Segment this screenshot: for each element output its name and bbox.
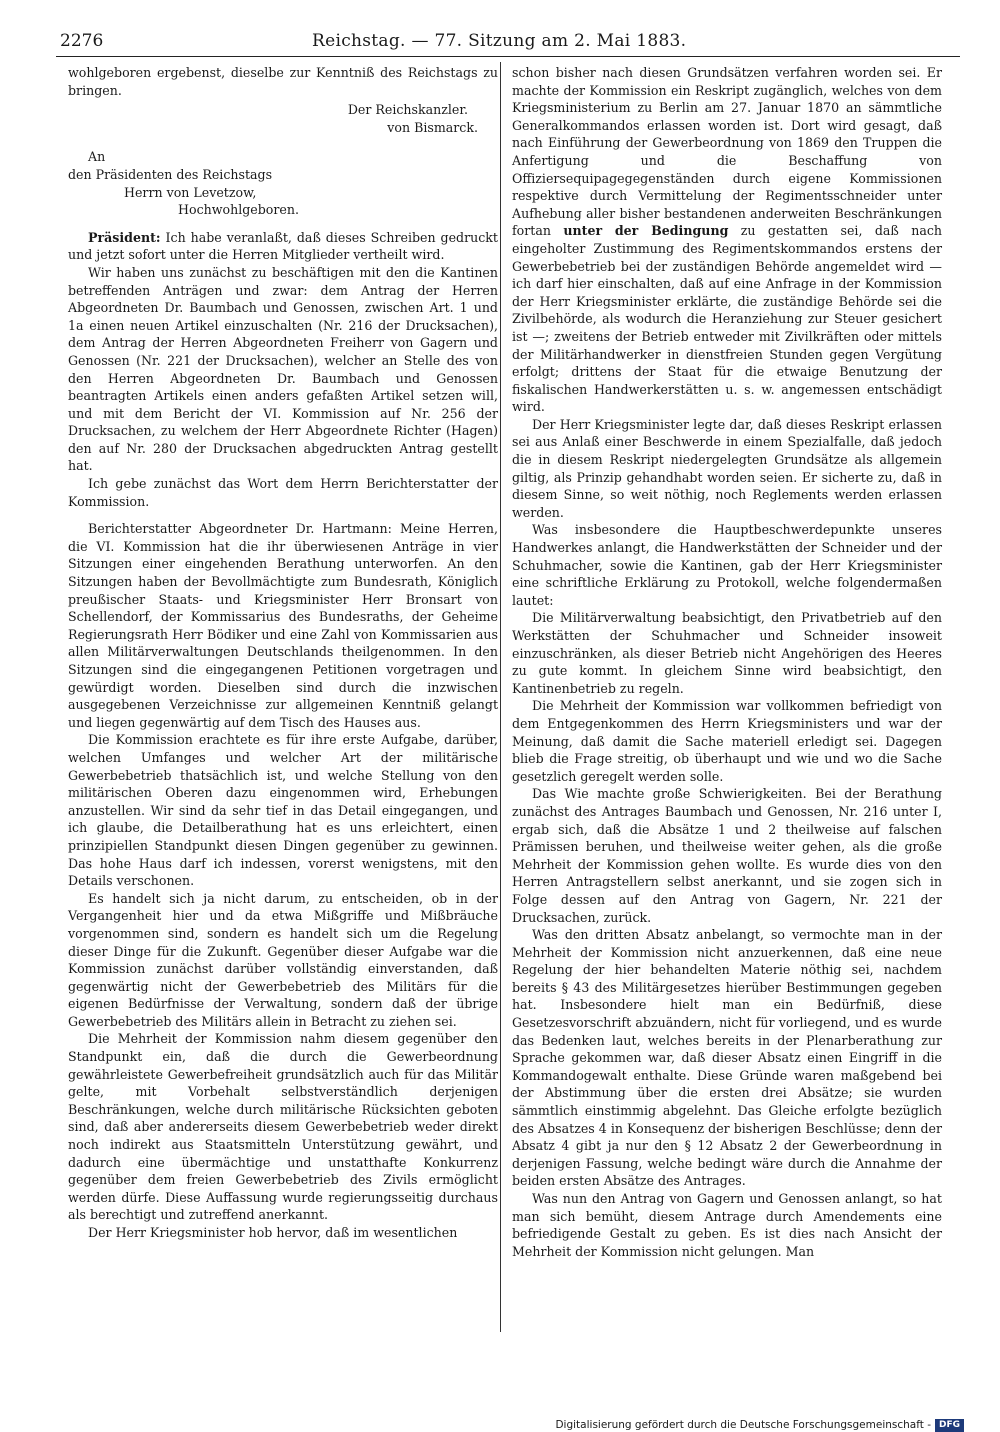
letter-address xyxy=(68,148,498,218)
paragraph-zukunft: Es handelt sich ja nicht darum, zu entscheiden, ob in der Vergangenheit hier und da etwa Mißgriffe und Mißbräuche vorgenommen sind, sondern es handelt sich um die Regelung dieser Dinge für die Zukunft. Gegenüber dieser Aufgabe war die Kommission zunächst darüber vollständig einverstanden, daß gegenwärtig nicht der Gewerbebetrieb des Militärs für die eigenen Bedürfnisse der Verwaltung, sondern daß der übrige Gewerbebetrieb des Militärs allein in Betracht zu ziehen sei. xyxy=(68,890,498,1029)
paragraph-continued xyxy=(512,64,942,416)
signature-name: von Bismarck. xyxy=(387,119,478,135)
quoted-declaration: Die Militärverwaltung beabsichtigt, den Privatbetrieb auf den Werkstätten der Schuhmacher und Schneider insoweit einzuschränken, als dieser Betrieb nicht Angehörigen des Heeres zu gute kommt. In gleichem Sinne wird beabsichtigt, den Kantinenbetrieb zu regeln. xyxy=(512,610,942,696)
signature-role: Der Reichskanzler. xyxy=(347,102,468,118)
speaker-president: Präsident: xyxy=(88,229,161,245)
continued-text-rest: zu gestatten sei, daß nach eingeholter Zustimmung des Regimentskommandos erstens der Gewerbebetrieb bei der zuständigen Behörde angemeldet wird — ich darf hier einschalten, daß auf eine Anfrage in der Kommission der Herr Kriegsminister erklärte, die zuständige Behörde sei die Zivilbehörde, als wodurch die Heranziehung zur Steuer gesichert ist —; zweitens der Betrieb entweder mit Zivilkräften oder mittels der Militärhandwerker in dienstfreien Stunden gegen Vergütung erfolgt; drittens der Staat für die etwaige Benutzung der fiskalischen Handwerkerstätten u. s. w. angemessen entschädigt wird. xyxy=(512,223,942,415)
speaker-reporter: Berichterstatter Abgeordneter Dr. Hartmann: xyxy=(88,521,392,537)
address-line: Herrn von Levetzow, xyxy=(124,184,257,200)
running-title: Reichstag. — 77. Sitzung am 2. Mai 1883. xyxy=(312,31,687,51)
right-column xyxy=(512,64,942,1260)
paragraph-mehrheit: Die Mehrheit der Kommission nahm diesem gegenüber den Standpunkt ein, daß die durch die Gewerbeordnung gewährleistete Gewerbefreiheit grundsätzlich auch für das Militär gelte, mit Vorbehalt selbstverständlich derjenigen Beschränkungen, welche durch militärische Rücksichten geboten sind, daß aber andererseits diesem Gewerbebetrieb weder direkt noch indirekt aus Staatsmitteln Unterstützung gewährt, und dadurch eine übermächtige und unstatthafte Konkurrenz gegenüber dem freien Gewerbebetrieb des Zivils ermöglicht werden dürfe. Diese Auffassung wurde regierungsseitig durchaus als berechtigt und zutreffend anerkannt. xyxy=(68,1031,498,1223)
paragraph-befriedigt: Die Mehrheit der Kommission war vollkommen befriedigt von dem Entgegenkommen des Herrn Kriegsministers und war der Meinung, daß damit die Sache materiell erledigt sei. Dagegen blieb die Frage streitig, ob überhaupt und wie und wo die Sache gesetzlich geregelt werden solle. xyxy=(512,698,942,784)
dfg-logo: DFG xyxy=(935,1419,964,1432)
page-number: 2276 xyxy=(60,31,104,51)
emphasis-bedingung: unter der Bedingung xyxy=(563,223,729,239)
address-line: An xyxy=(88,149,106,165)
address-line: den Präsidenten des Reichstags xyxy=(68,166,273,182)
page-header xyxy=(52,30,952,52)
continued-text: schon bisher nach diesen Grundsätzen verfahren worden sei. Er machte der Kommission ein Reskript zugänglich, welches von dem Kriegsministerium zu Berlin am 27. Januar 1870 an sämmtliche Generalkommandos erlassen worden ist. Dort wird gesagt, daß nach Einführung der Gewerbeordnung von 1869 den Truppen die Anfertigung und die Beschaffung von Offiziersequipagegegenständen durch eigene Kommissionen respektive durch Vermittelung der Regimentsschneider unter Aufhebung aller bisher bestandenen anderweiten Beschränkungen fortan xyxy=(512,65,942,239)
paragraph-wie: Das Wie machte große Schwierigkeiten. Bei der Berathung zunächst des Antrages Baumbach und Genossen, Nr. 216 unter I, ergab sich, daß die Absätze 1 und 2 theilweise auf falschen Prämissen beruhen, und theilweise weiter gehen, als die große Mehrheit der Kommission gehen wollte. Es wurde dies von den Herren Antragstellern selbst anerkannt, und sie zogen sich in Folge dessen auf den Antrag von Gagern, Nr. 221 der Drucksachen, zurück. xyxy=(512,786,942,925)
president-text: Ich habe veranlaßt, daß dieses Schreiben gedruckt und jetzt sofort unter die Herren Mitglieder vertheilt wird. xyxy=(68,229,498,263)
address-line: Hochwohlgeboren. xyxy=(178,202,299,218)
footer-text: Digitalisierung gefördert durch die Deutsche Forschungsgemeinschaft - xyxy=(555,1419,931,1431)
paragraph-gagern: Was nun den Antrag von Gagern und Genossen anlangt, so hat man sich bemüht, diesem Antrage durch Amendements eine befriedigende Gestalt zu geben. Es ist dies nach Ansicht der Mehrheit der Kommission nicht gelungen. Man xyxy=(512,1191,942,1259)
paragraph-reskript: Der Herr Kriegsminister legte dar, daß dieses Reskript erlassen sei aus Anlaß einer Beschwerde in einem Spezialfalle, daß jedoch die in diesem Reskript niedergelegten Grundsätze als allgemein giltig, als Prinzip gehandhabt worden seien. Er sicherte zu, daß in diesem Sinne, so weit nöthig, noch Reglements werden erlassen werden. xyxy=(512,416,942,520)
header-rule xyxy=(56,56,960,57)
paragraph-aufgabe: Die Kommission erachtete es für ihre erste Aufgabe, darüber, welchen Umfanges und welcher Art der militärische Gewerbebetrieb thatsächlich ist, und welche Stellung von den militärischen Oberen dazu eingenommen wird, Erhebungen anzustellen. Wir sind da sehr tief in das Detail eingegangen, und ich glaube, die Detailberathung hat es uns erleichtert, einen prinzipiellen Standpunkt diesen Dingen gegenüber zu gewinnen. Das hohe Haus darf ich indessen, vorerst wenigstens, mit den Details verschonen. xyxy=(68,732,498,889)
column-separator xyxy=(500,62,501,1332)
reporter-paragraph xyxy=(68,520,498,731)
president-paragraph xyxy=(68,229,498,264)
reporter-text: Meine Herren, die VI. Kommission hat die ihr überwiesenen Anträge in vier Sitzungen einer eingehenden Berathung unterworfen. An den Sitzungen haben der Bevollmächtigte zum Bundesrath, Königlich preußischer Staats- und Kriegsminister Herr Bronsart von Schellendorf, der Kommissarius des Bundesraths, der Geheime Regierungsrath Herr Bödiker und eine Zahl von Kommissarien aus allen Militärverwaltungen Deutschlands theilgenommen. In den Sitzungen sind die eingegangenen Petitionen vorgetragen und gewürdigt worden. Dieselben sind durch die inzwischen ausgegebenen Verzeichnisse zur allgemeinen Kenntniß gelangt und liegen gegenwärtig auf dem Tisch des Hauses aus. xyxy=(68,521,498,730)
paragraph-wort: Ich gebe zunächst das Wort dem Herrn Berichterstatter der Kommission. xyxy=(68,476,498,509)
paragraph-haupt: Was insbesondere die Hauptbeschwerdepunkte unseres Handwerkes anlangt, die Handwerkstätten der Schneider und der Schuhmacher, sowie die Kantinen, gab der Herr Kriegsminister eine schriftliche Erklärung zu Protokoll, welche folgendermaßen lautet: xyxy=(512,522,942,608)
paragraph-kriegsminister: Der Herr Kriegsminister hob hervor, daß im wesentlichen xyxy=(88,1225,458,1240)
paragraph-kantinen: Wir haben uns zunächst zu beschäftigen mit den die Kantinen betreffenden Anträgen und zwar: dem Antrag der Herren Abgeordneten Dr. Baumbach und Genossen, zwischen Art. 1 und 1a einen neuen Artikel einzuschalten (Nr. 216 der Drucksachen), dem Antrag der Herren Abgeordneten Freiherr von Gagern und Genossen (Nr. 221 der Drucksachen), welcher an Stelle des von den Herren Abgeordneten Dr. Baumbach und Genossen beantragten Artikels einen anders gefaßten Artikel setzen will, und mit dem Bericht der VI. Kommission auf Nr. 256 der Drucksachen, zu welchem der Herr Abgeordnete Richter (Hagen) den auf Nr. 280 der Drucksachen abgedruckten Antrag gestellt hat. xyxy=(68,264,498,474)
left-column xyxy=(68,64,498,1242)
paragraph-dritten: Was den dritten Absatz anbelangt, so vermochte man in der Mehrheit der Kommission nicht anzuerkennen, daß eine neue Regelung der hier behandelten Materie nöthig sei, nachdem bereits § 43 des Militärgesetzes hierüber Bestimmungen gegeben hat. Insbesondere hielt man ein Bedürfniß, diese Gesetzesvorschrift abzuändern, nicht für vorliegend, und es wurde das Bedenken laut, welches bereits in der Plenarberathung zur Sprache gekommen war, daß dieser Absatz einen Eingriff in die Kommandogewalt enthalte. Diese Gründe waren maßgebend bei der Abstimmung über die ersten drei Absätze; sie wurden sämmtlich einstimmig abgelehnt. Das Gleiche erfolgte bezüglich des Absatzes 4 in Konsequenz der bisherigen Beschlüsse; denn der Absatz 4 gibt ja nur den § 12 Absatz 2 der Gewerbeordnung in derjenigen Fassung, welche bedingt wäre durch die Annahme der beiden ersten Absätze des Antrages. xyxy=(512,927,942,1189)
letter-closing: wohlgeboren ergebenst, dieselbe zur Kenntniß des Reichstags zu bringen. xyxy=(68,65,498,98)
footer-credit xyxy=(555,1418,964,1432)
